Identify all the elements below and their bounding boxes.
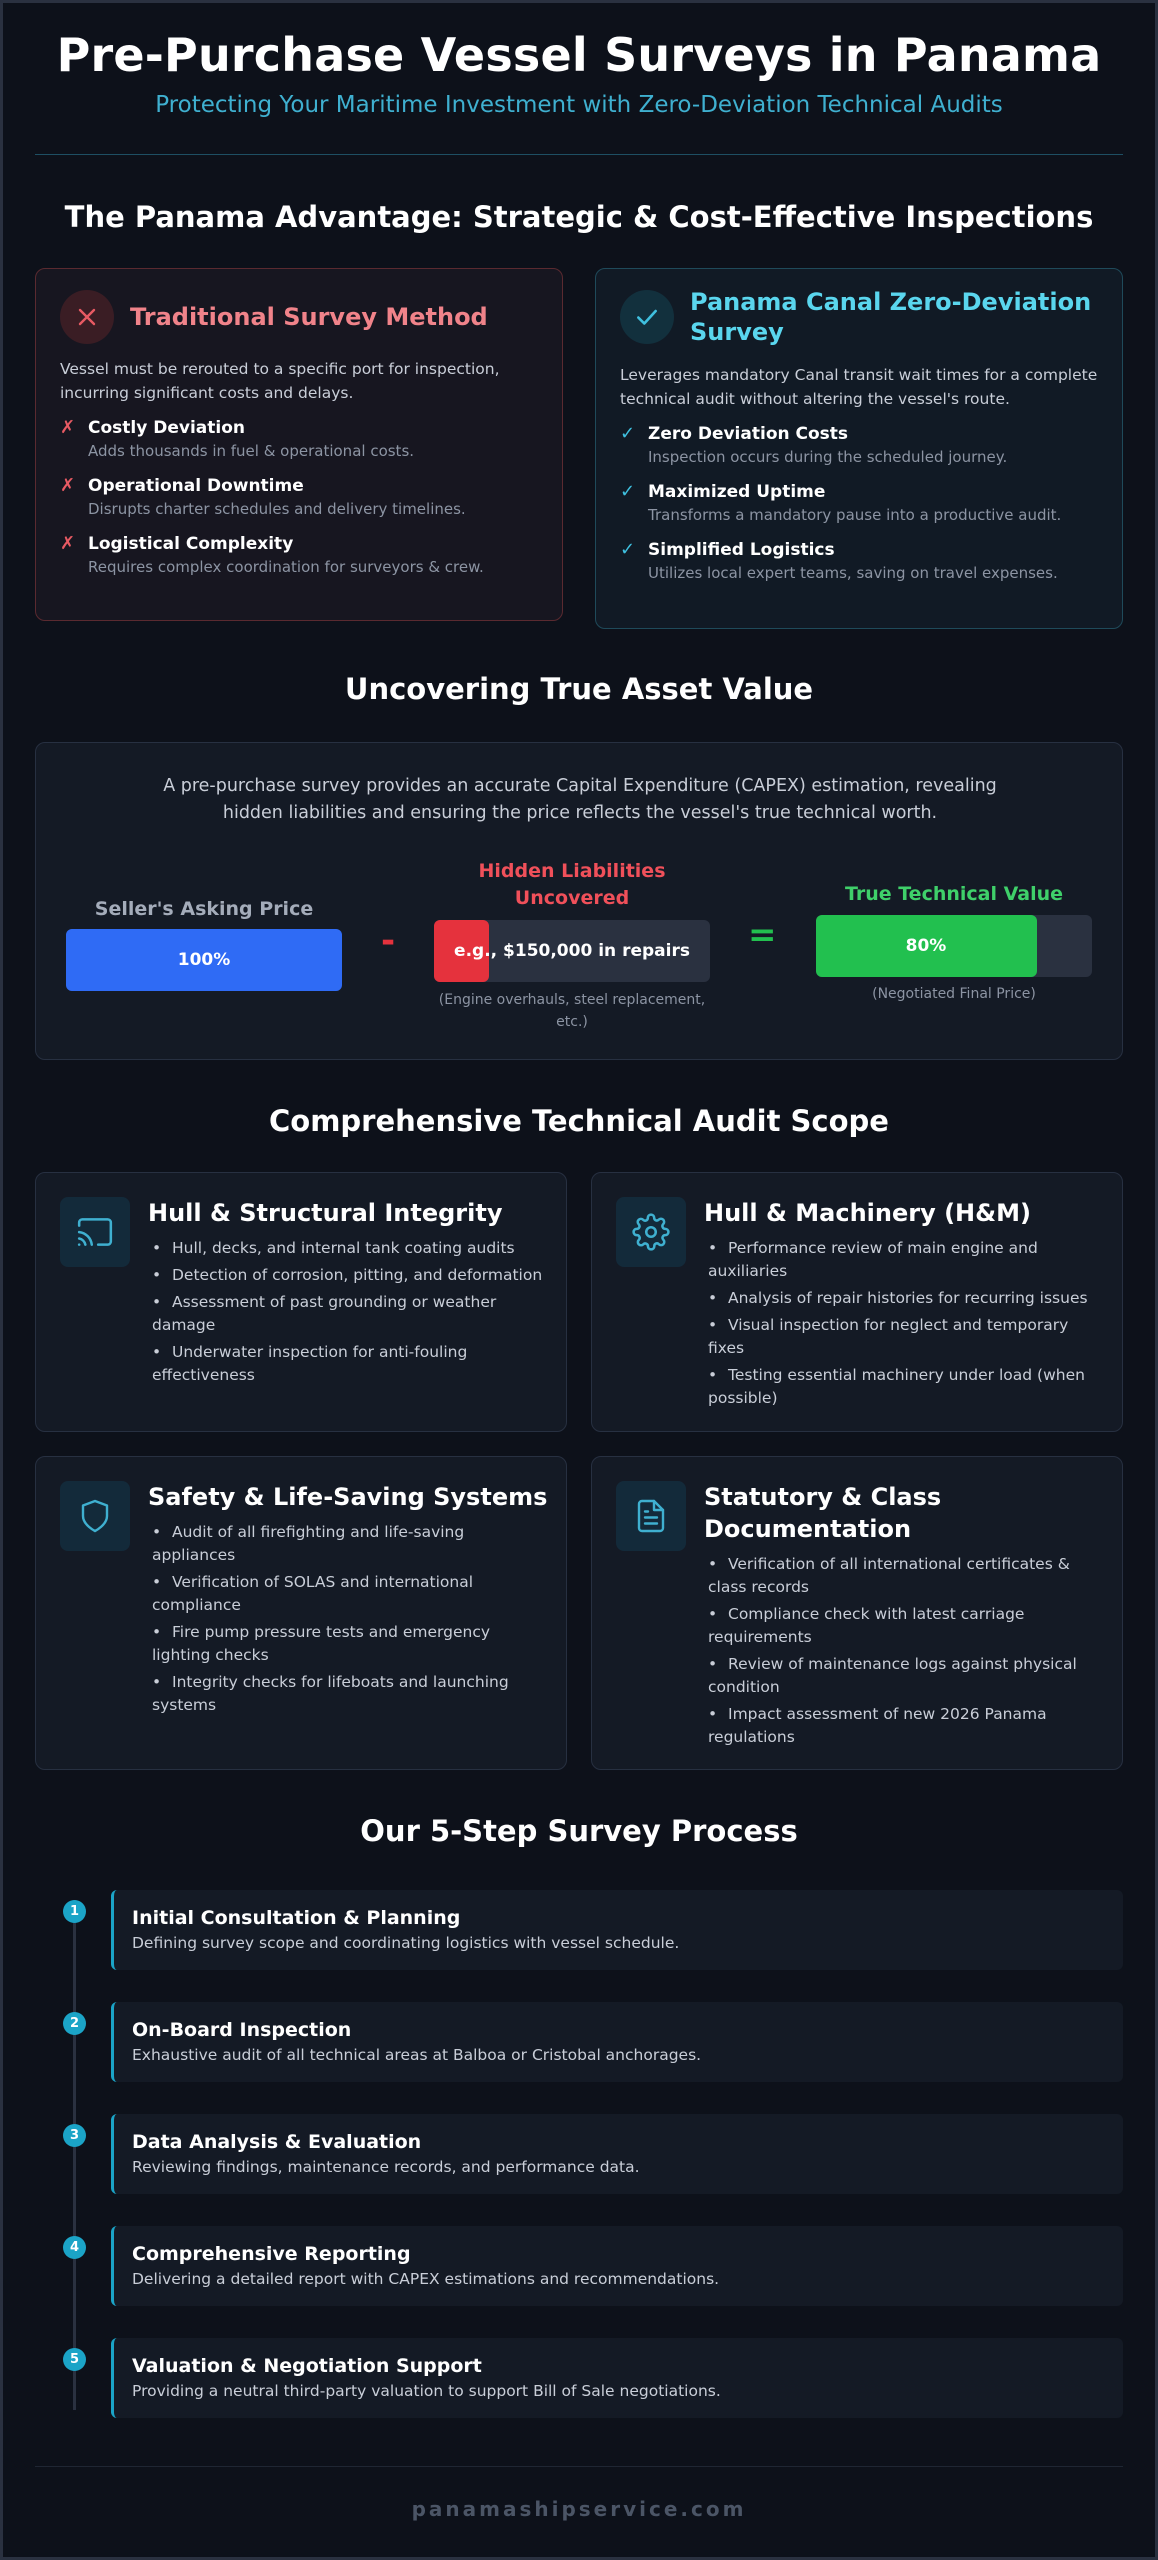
scope-card-documentation — [591, 1456, 1123, 1770]
list-item: • Performance review of main engine and auxiliaries — [708, 1239, 1038, 1280]
list-item-text: Visual inspection for neglect and temporary fixes — [708, 1316, 1069, 1357]
item-title: Zero Deviation Costs — [648, 424, 849, 444]
list-item-text: Verification of all international certificates & class records — [708, 1555, 1070, 1596]
footer-divider — [35, 2466, 1123, 2467]
traditional-method-description: Vessel must be rerouted to a specific port for inspection, incurring significant costs and delays. — [60, 360, 500, 402]
minus-sign: - — [381, 921, 396, 961]
panama-method-title: Panama Canal Zero-Deviation Survey — [690, 288, 1092, 346]
scope-card-safety — [35, 1456, 567, 1770]
step-card — [111, 1890, 1123, 1970]
list-item-text: Review of maintenance logs against physical condition — [708, 1655, 1077, 1696]
true-value-bar — [816, 915, 1092, 977]
step-title: Data Analysis & Evaluation — [132, 2131, 422, 2153]
hidden-liabilities-bar — [434, 920, 710, 982]
cross-mark-icon: ✗ — [60, 533, 76, 554]
process-step — [35, 2114, 1123, 2194]
list-item-text: Testing essential machinery under load (when possible) — [708, 1366, 1085, 1407]
hidden-liabilities-note: (Engine overhauls, steel replacement, etc.) — [438, 992, 706, 1030]
item-title: Costly Deviation — [88, 418, 245, 438]
hidden-liabilities-value: e.g., $150,000 in repairs — [454, 941, 690, 961]
step-text: Reviewing findings, maintenance records, and performance data. — [132, 2158, 640, 2176]
cross-mark-icon: ✗ — [60, 417, 76, 438]
footer-domain: panamashipservice.com — [411, 2497, 747, 2521]
list-item: • Verification of all international certificates & class records — [708, 1555, 1070, 1596]
step-number: 3 — [63, 2124, 86, 2147]
hidden-liabilities-label: Hidden Liabilities Uncovered — [478, 860, 666, 909]
list-item — [60, 475, 538, 521]
list-item — [620, 481, 1098, 527]
scope-card-hull-machinery — [591, 1172, 1123, 1432]
list-item-text: Hull, decks, and internal tank coating audits — [172, 1239, 515, 1257]
list-item-text: Fire pump pressure tests and emergency lighting checks — [152, 1623, 491, 1664]
step-text: Exhaustive audit of all technical areas at Balboa or Cristobal anchorages. — [132, 2046, 702, 2064]
step-card — [111, 2338, 1123, 2418]
step-number: 5 — [63, 2348, 86, 2371]
check-icon — [620, 290, 674, 344]
list-item-text: Detection of corrosion, pitting, and deformation — [172, 1266, 543, 1284]
item-text: Utilizes local expert teams, saving on travel expenses. — [648, 564, 1058, 582]
panama-method-card — [595, 268, 1123, 629]
list-item: • Compliance check with latest carriage requirements — [708, 1605, 1025, 1646]
list-item-text: Performance review of main engine and auxiliaries — [708, 1239, 1038, 1280]
cast-icon — [60, 1197, 130, 1267]
list-item-text: Impact assessment of new 2026 Panama regulations — [708, 1705, 1047, 1746]
list-item-text: Analysis of repair histories for recurring issues — [728, 1289, 1088, 1307]
step-number: 1 — [63, 1900, 86, 1923]
traditional-method-card — [35, 268, 563, 621]
asking-price-label: Seller's Asking Price — [94, 898, 314, 920]
scope-card-hull-structure — [35, 1172, 567, 1432]
item-title: Maximized Uptime — [648, 482, 826, 502]
check-mark-icon: ✓ — [620, 481, 636, 502]
scope-card-title: Hull & Machinery (H&M) — [704, 1199, 1031, 1227]
header-divider — [35, 154, 1123, 155]
list-item: • Underwater inspection for anti-fouling effectiveness — [152, 1343, 468, 1384]
cross-mark-icon: ✗ — [60, 475, 76, 496]
advantage-title: The Panama Advantage: Strategic & Cost-Effective Inspections — [64, 200, 1094, 234]
page-subtitle: Protecting Your Maritime Investment with Zero-Deviation Technical Audits — [155, 92, 1003, 118]
list-item: • Review of maintenance logs against physical condition — [708, 1655, 1077, 1696]
step-title: Comprehensive Reporting — [132, 2243, 411, 2265]
value-title: Uncovering True Asset Value — [344, 672, 814, 706]
step-number: 2 — [63, 2012, 86, 2035]
item-title: Logistical Complexity — [88, 534, 294, 554]
list-item-text: Compliance check with latest carriage requirements — [708, 1605, 1025, 1646]
step-title: Valuation & Negotiation Support — [132, 2355, 482, 2377]
close-icon — [60, 290, 114, 344]
process-title: Our 5-Step Survey Process — [360, 1814, 798, 1848]
list-item: • Verification of SOLAS and international compliance — [152, 1573, 474, 1614]
item-text: Requires complex coordination for surveyors & crew. — [88, 558, 484, 576]
scope-card-title: Hull & Structural Integrity — [148, 1199, 503, 1227]
step-number: 4 — [63, 2236, 86, 2259]
true-value-label: True Technical Value — [844, 883, 1064, 905]
scope-title: Comprehensive Technical Audit Scope — [269, 1104, 889, 1138]
true-value-value: 80% — [905, 936, 947, 956]
step-card — [111, 2226, 1123, 2306]
process-step — [35, 2338, 1123, 2418]
item-title: Simplified Logistics — [648, 540, 835, 560]
item-text: Disrupts charter schedules and delivery timelines. — [88, 500, 466, 518]
equals-sign: = — [748, 915, 777, 955]
panama-method-description: Leverages mandatory Canal transit wait times for a complete technical audit without altering the vessel's route. — [620, 366, 1098, 408]
list-item: • Assessment of past grounding or weather damage — [152, 1293, 497, 1334]
step-text: Providing a neutral third-party valuation to support Bill of Sale negotiations. — [132, 2382, 721, 2400]
item-title: Operational Downtime — [88, 476, 304, 496]
scope-card-title: Safety & Life-Saving Systems — [148, 1483, 548, 1511]
step-title: On-Board Inspection — [132, 2019, 352, 2041]
step-title: Initial Consultation & Planning — [132, 1907, 461, 1929]
true-value-note: (Negotiated Final Price) — [872, 986, 1036, 1002]
list-item: • Hull, decks, and internal tank coating audits — [152, 1239, 515, 1257]
list-item: • Audit of all firefighting and life-saving appliances — [152, 1523, 465, 1564]
list-item-text: Audit of all firefighting and life-saving appliances — [152, 1523, 465, 1564]
page-title: Pre-Purchase Vessel Surveys in Panama — [56, 28, 1102, 82]
list-item-text: Underwater inspection for anti-fouling effectiveness — [152, 1343, 468, 1384]
list-item-text: Verification of SOLAS and international compliance — [152, 1573, 474, 1614]
list-item: • Detection of corrosion, pitting, and deformation — [152, 1266, 543, 1284]
list-item — [620, 539, 1098, 585]
gear-icon — [616, 1197, 686, 1267]
step-text: Delivering a detailed report with CAPEX estimations and recommendations. — [132, 2270, 720, 2288]
item-text: Inspection occurs during the scheduled journey. — [648, 448, 1008, 466]
step-card — [111, 2114, 1123, 2194]
step-text: Defining survey scope and coordinating logistics with vessel schedule. — [132, 1934, 680, 1952]
shield-icon — [60, 1481, 130, 1551]
asking-price-value: 100% — [177, 950, 231, 970]
traditional-method-title: Traditional Survey Method — [130, 303, 488, 331]
process-step — [35, 2226, 1123, 2306]
list-item: • Integrity checks for lifeboats and launching systems — [152, 1673, 509, 1714]
list-item — [60, 533, 538, 579]
process-step — [35, 1890, 1123, 1970]
value-equation-card — [35, 742, 1123, 1060]
list-item — [620, 423, 1098, 469]
list-item: • Visual inspection for neglect and temporary fixes — [708, 1316, 1069, 1357]
asking-price-bar — [66, 929, 342, 991]
document-icon — [616, 1481, 686, 1551]
list-item: • Analysis of repair histories for recurring issues — [708, 1289, 1088, 1307]
process-step — [35, 2002, 1123, 2082]
list-item-text: Integrity checks for lifeboats and launching systems — [152, 1673, 509, 1714]
step-card — [111, 2002, 1123, 2082]
list-item: • Testing essential machinery under load (when possible) — [708, 1366, 1085, 1407]
list-item-text: Assessment of past grounding or weather damage — [152, 1293, 497, 1334]
list-item — [60, 417, 538, 463]
check-mark-icon: ✓ — [620, 539, 636, 560]
scope-card-title: Statutory & Class Documentation — [704, 1483, 942, 1543]
list-item: • Fire pump pressure tests and emergency lighting checks — [152, 1623, 491, 1664]
item-text: Transforms a mandatory pause into a productive audit. — [648, 506, 1062, 524]
value-description: A pre-purchase survey provides an accurate Capital Expenditure (CAPEX) estimation, revealing hidden liabilities and ensuring the price reflects the vessel's true technical worth. — [163, 776, 997, 823]
check-mark-icon: ✓ — [620, 423, 636, 444]
item-text: Adds thousands in fuel & operational costs. — [88, 442, 415, 460]
list-item: • Impact assessment of new 2026 Panama regulations — [708, 1705, 1047, 1746]
